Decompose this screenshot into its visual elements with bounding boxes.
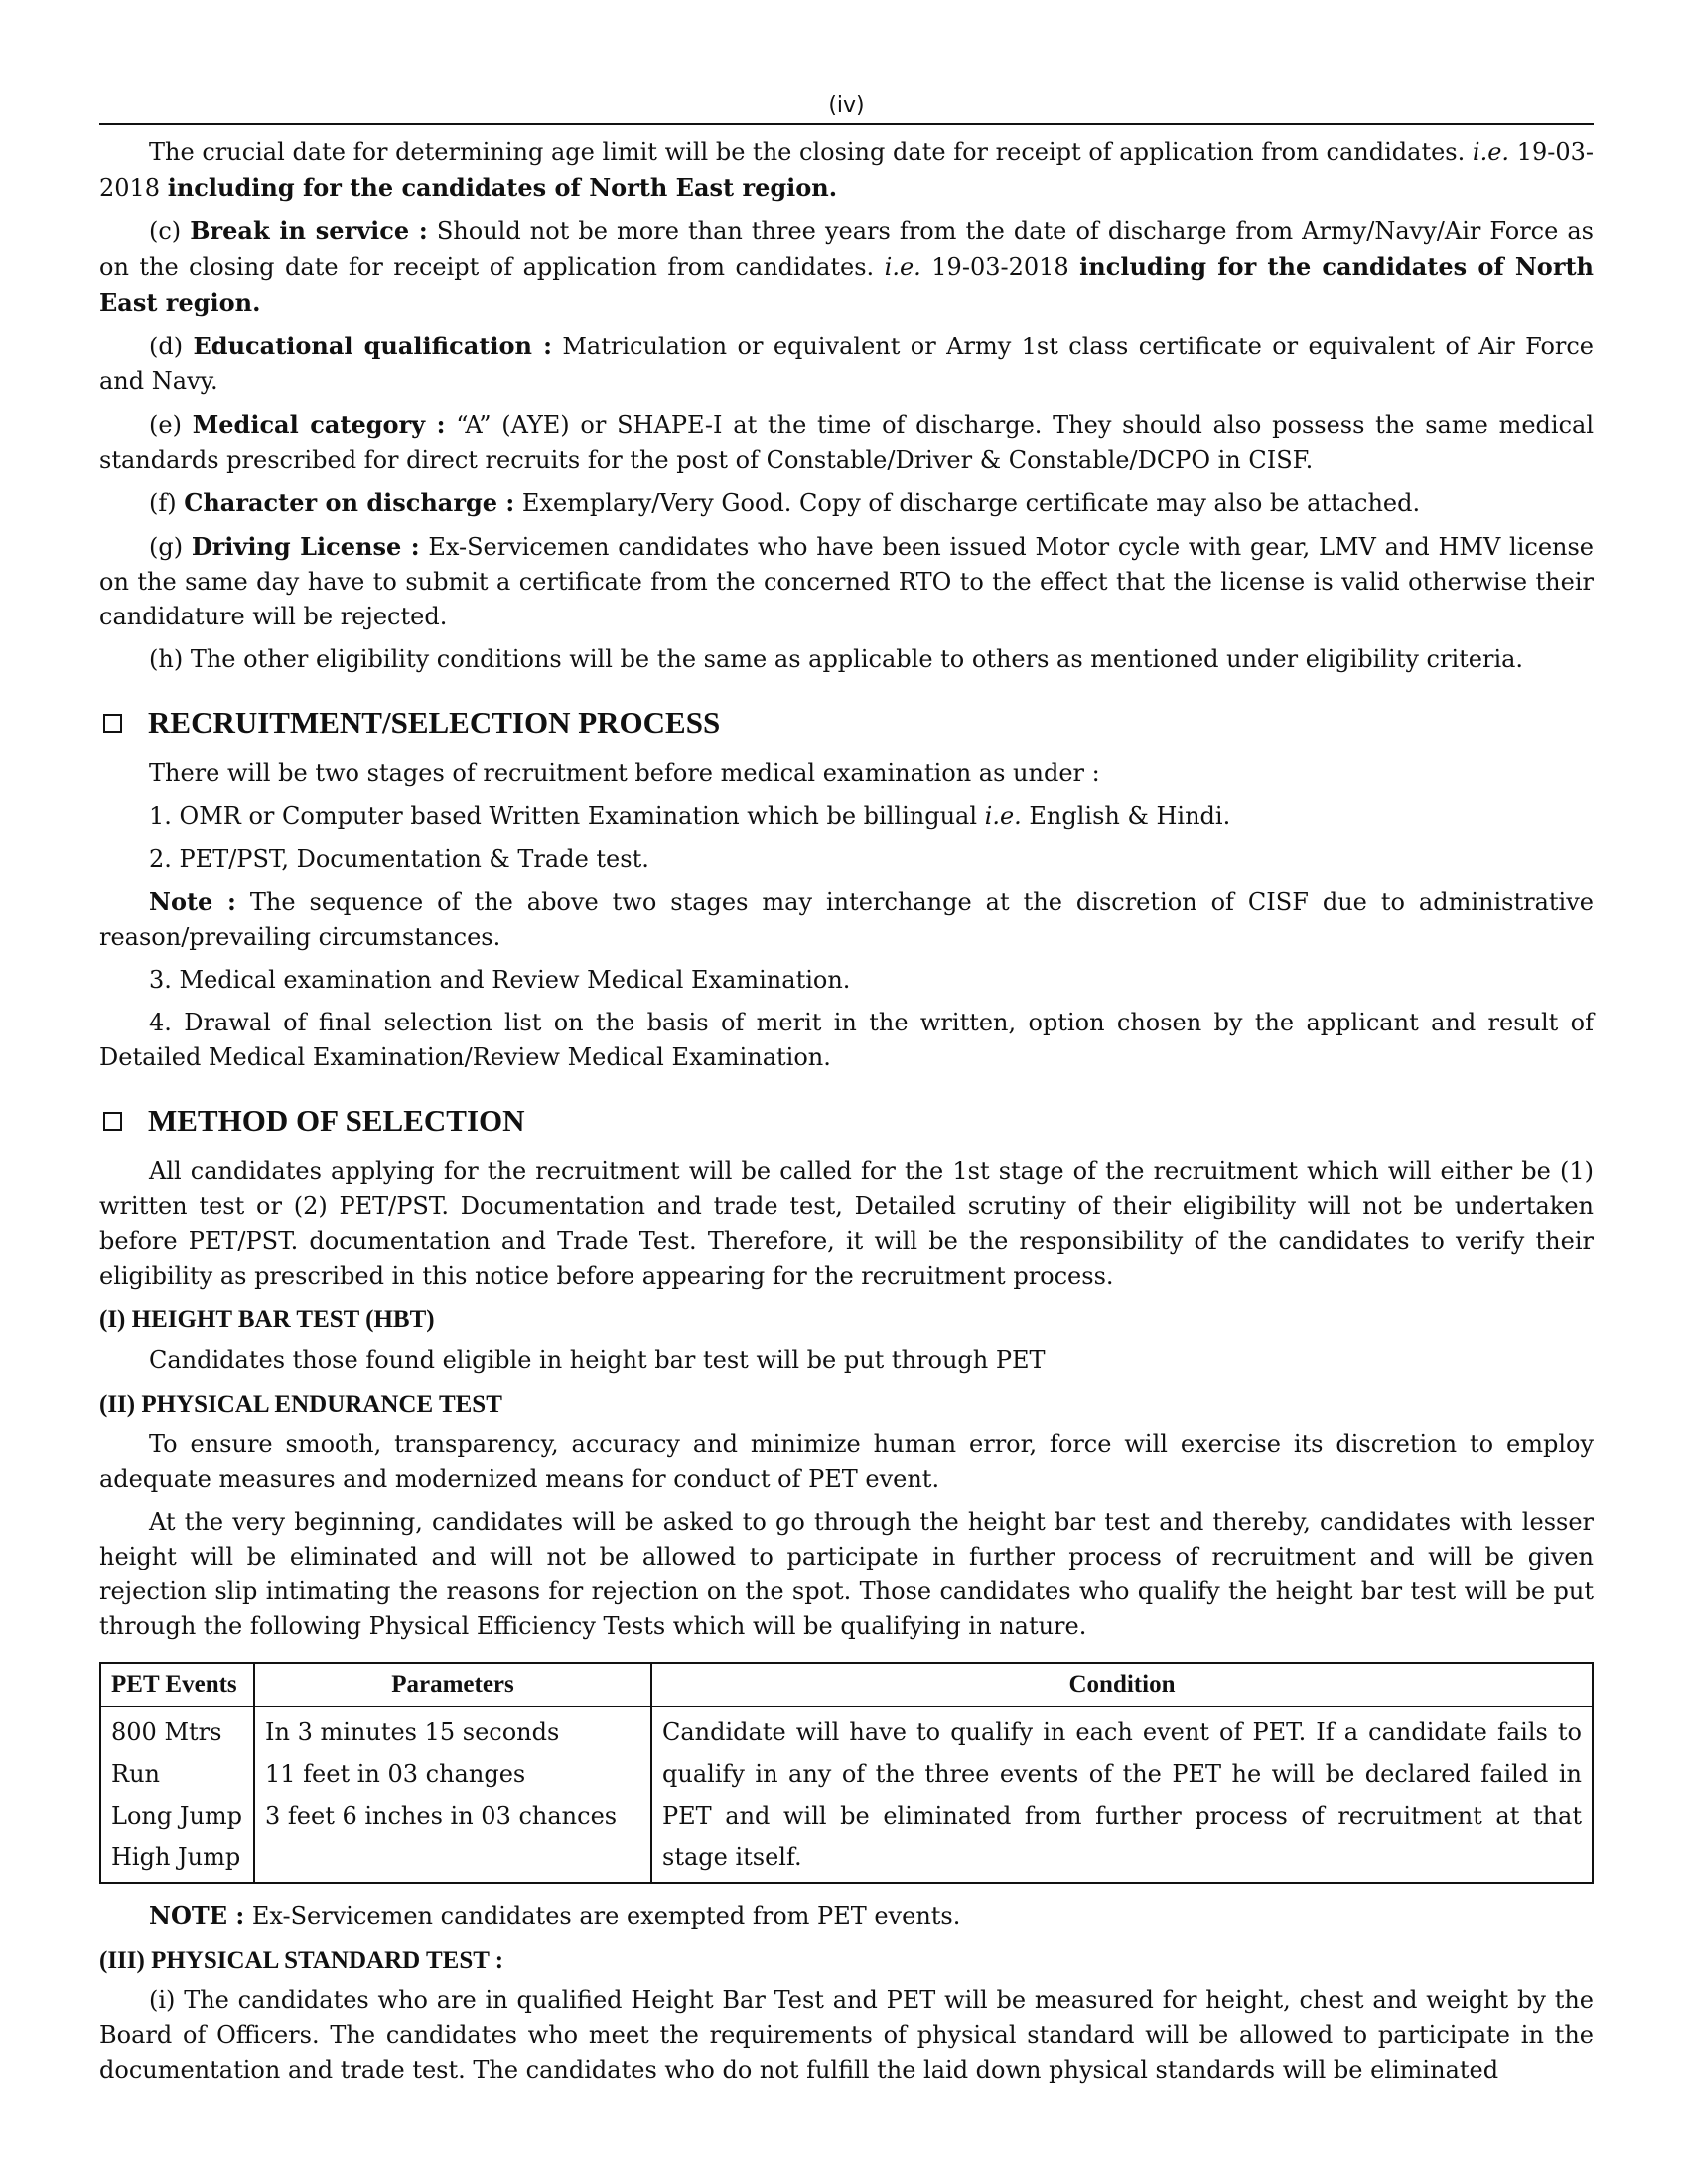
item-text: Should not be more than three years from the date of discharge from Army/Navy/Air Force as on the closing date for receipt of application from candidates. (99, 217, 1594, 281)
table-row (100, 1706, 1593, 1883)
item-text: Exemplary/Very Good. Copy of discharge certificate may also be attached. (514, 489, 1421, 517)
item-prefix: (f) (149, 489, 185, 517)
item-term: Break in service : (190, 216, 428, 245)
item-prefix: (c) (149, 217, 191, 245)
note-label: Note : (149, 887, 236, 916)
table-header-parameters: Parameters (254, 1663, 651, 1706)
step-text: 1. OMR or Computer based Written Examination which be billingual (149, 802, 985, 830)
pet-events-table (99, 1662, 1594, 1884)
recruitment-section-heading (99, 703, 1594, 743)
note-text: Ex-Servicemen candidates are exempted from PET events. (244, 1902, 961, 1930)
recruitment-step-2: 2. PET/PST, Documentation & Trade test. (149, 845, 649, 873)
item-driving-license (99, 529, 1594, 634)
checkbox-bullet-icon (103, 1112, 122, 1131)
pet-paragraph-2: At the very beginning, candidates will be asked to go through the height bar test and thereby, candidates with lesser height will be eliminated and will not be allowed to participate in further process of recruitment and will be given rejection slip intimating the reasons for rejection on the spot. Those candidates who qualify the height bar test will be put through the following Physical Efficiency Tests which will be qualifying in nature. (99, 1508, 1594, 1640)
pet-note (99, 1898, 1594, 1934)
section-title: METHOD OF SELECTION (148, 1103, 525, 1138)
item-prefix: (e) (149, 411, 193, 439)
item-term: Driving License : (191, 532, 420, 561)
item-character-on-discharge (99, 485, 1594, 521)
event-parameter: 11 feet in 03 changes (265, 1760, 526, 1788)
item-prefix: (d) (149, 333, 194, 360)
item-text: Matriculation or equivalent or Army 1st class certificate or equivalent of Air Force and Navy. (99, 333, 1595, 395)
age-limit-text: The crucial date for determining age limit will be the closing date for receipt of application from candidates. (149, 138, 1473, 166)
north-east-note: including for the candidates of North East region. (99, 252, 1594, 317)
item-medical-category (99, 407, 1594, 478)
ie-abbrev: i.e. (984, 802, 1022, 830)
recruitment-intro: There will be two stages of recruitment before medical examination as under : (149, 759, 1100, 787)
north-east-note: including for the candidates of North East region. (167, 173, 838, 202)
table-header-row (100, 1663, 1593, 1706)
hbt-paragraph: Candidates those found eligible in height bar test will be put through PET (149, 1346, 1046, 1374)
item-term: Character on discharge : (184, 488, 515, 517)
section-title: RECRUITMENT/SELECTION PROCESS (148, 705, 721, 740)
closing-date: 19-03-2018 (99, 138, 1594, 202)
item-text: Ex-Servicemen candidates who have been issued Motor cycle with gear, LMV and HMV license on the same day have to submit a certificate from the concerned RTO to the effect that the license is valid otherwise their candidature will be rejected. (99, 533, 1595, 630)
event-name: 800 Mtrs Run (111, 1718, 222, 1788)
parameters-cell (254, 1706, 651, 1883)
item-text: “A” (AYE) or SHAPE-I at the time of discharge. They should also possess the same medical standards prescribed for direct recruits for the post of Constable/Driver & Constable/DCPO in CISF. (99, 411, 1595, 474)
event-name: High Jump (111, 1843, 241, 1871)
method-paragraph: All candidates applying for the recruitment will be called for the 1st stage of the recruitment which will either be (1) written test or (2) PET/PST. Documentation and trade test, Detailed scrutiny of their eligibility will not be undertaken before PET/PST. documentation and Trade Test. Therefore, it will be the responsibility of the candidates to verify their eligibility as prescribed in this notice before appearing for the recruitment process. (99, 1158, 1594, 1290)
recruitment-note (99, 885, 1594, 955)
condition-cell (651, 1706, 1593, 1883)
item-break-in-service (99, 213, 1594, 321)
recruitment-step-4: 4. Drawal of final selection list on the basis of merit in the written, option chosen by the applicant and result of Detailed Medical Examination/Review Medical Examination. (99, 1009, 1594, 1071)
event-parameter: In 3 minutes 15 seconds (265, 1718, 560, 1746)
item-term: Medical category : (192, 410, 446, 439)
item-prefix: (g) (149, 533, 192, 561)
method-section-heading (99, 1101, 1594, 1141)
ie-abbrev: i.e. (1472, 138, 1510, 166)
item-other-eligibility: (h) The other eligibility conditions will be the same as applicable to others as mentioned under eligibility criteria. (149, 645, 1524, 673)
pst-heading: (III) PHYSICAL STANDARD TEST : (99, 1947, 504, 1974)
table-header-condition: Condition (651, 1663, 1593, 1706)
condition-text: Candidate will have to qualify in each event of PET. If a candidate fails to qualify in any of the three events of the PET he will be declared failed in PET and will be eliminated from further process of recruitment at that stage itself. (662, 1718, 1582, 1871)
event-name: Long Jump (111, 1802, 243, 1830)
header-rule (99, 123, 1594, 125)
page-number: (iv) (828, 93, 865, 118)
pet-heading: (II) PHYSICAL ENDURANCE TEST (99, 1391, 502, 1418)
document-page (99, 89, 1594, 2096)
pet-paragraph-1: To ensure smooth, transparency, accuracy and minimize human error, force will exercise its discretion to employ adequate measures and modernized means for conduct of PET event. (99, 1431, 1594, 1493)
step-text: English & Hindi. (1021, 802, 1231, 830)
item-term: Educational qualification : (193, 332, 552, 360)
checkbox-bullet-icon (103, 714, 122, 733)
recruitment-step-3: 3. Medical examination and Review Medical Examination. (149, 966, 851, 994)
note-text: The sequence of the above two stages may interchange at the discretion of CISF due to administrative reason/prevailing circumstances. (99, 888, 1594, 951)
age-limit-paragraph (99, 135, 1594, 205)
pst-paragraph: (i) The candidates who are in qualified Height Bar Test and PET will be measured for height, chest and weight by the Board of Officers. The candidates who meet the requirements of physical standard will be allowed to participate in the documentation and trade test. The candidates who do not fulfill the laid down physical standards will be eliminated (99, 1986, 1594, 2084)
recruitment-step-1 (99, 799, 1594, 834)
note-label: NOTE : (149, 1901, 245, 1930)
event-parameter: 3 feet 6 inches in 03 chances (265, 1802, 618, 1830)
table-header-events: PET Events (100, 1663, 254, 1706)
ie-abbrev: i.e. (884, 253, 921, 281)
item-educational-qualification (99, 329, 1594, 399)
closing-date: 19-03-2018 (920, 253, 1080, 281)
hbt-heading: (I) HEIGHT BAR TEST (HBT) (99, 1306, 435, 1333)
events-cell (100, 1706, 254, 1883)
